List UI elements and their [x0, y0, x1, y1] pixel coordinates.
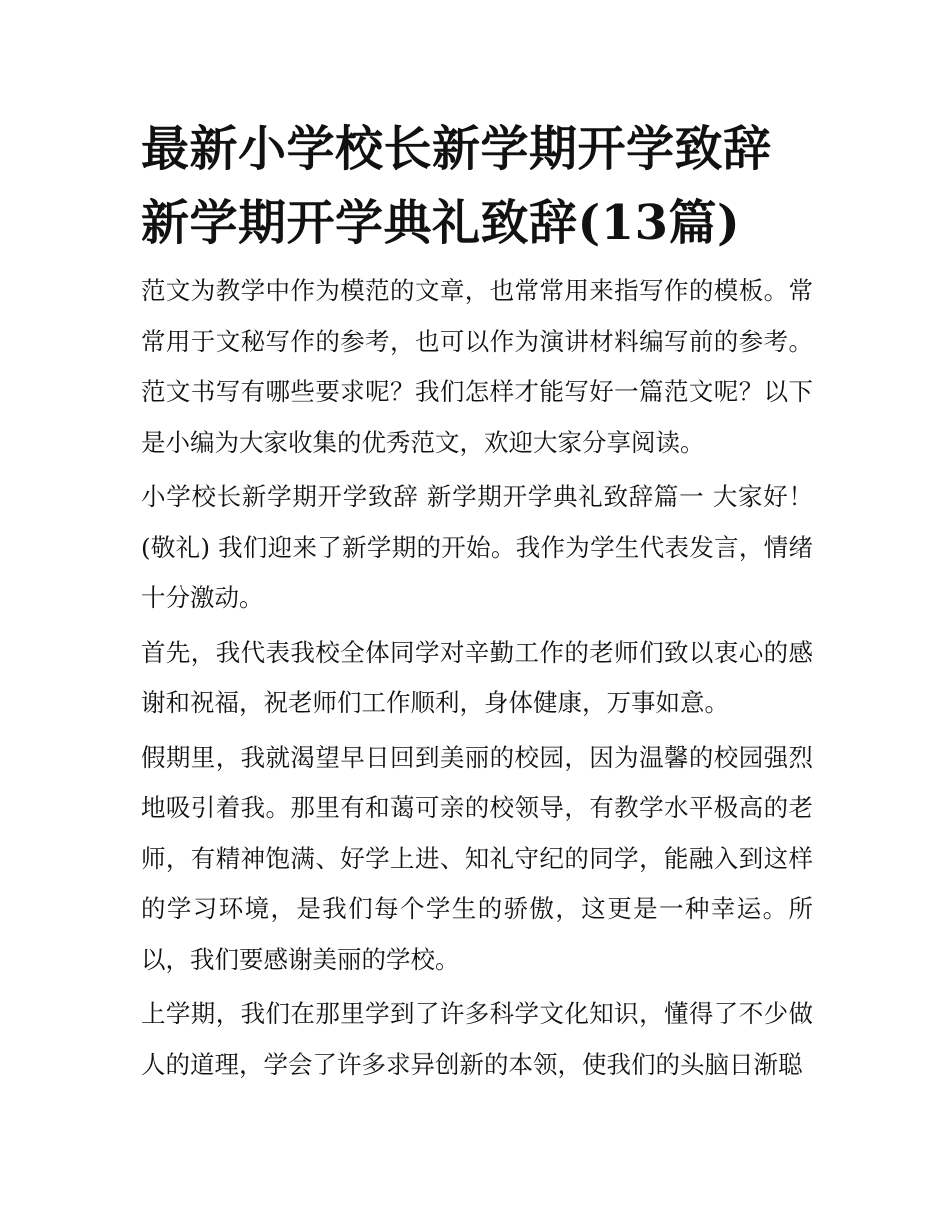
title-line-1: 最新小学校长新学期开学致辞	[141, 121, 772, 177]
thanks-paragraph: 首先，我代表我校全体同学对辛勤工作的老师们致以衷心的感谢和祝福，祝老师们工作顺利，身体健康，万事如意。	[141, 637, 813, 717]
document-title	[141, 112, 813, 260]
document-content	[141, 112, 813, 1090]
holiday-paragraph: 假期里，我就渴望早日回到美丽的校园，因为温馨的校园强烈地吸引着我。那里有和蔼可亲的校领导，有教学水平极高的老师，有精神饱满、好学上进、知礼守纪的同学，能融入到这样的学习环境，是我们每个学生的骄傲，这更是一种幸运。所以，我们要感谢美丽的学校。	[141, 742, 813, 974]
greeting-paragraph: 小学校长新学期开学致辞 新学期开学典礼致辞篇一 大家好！(敬礼) 我们迎来了新学期的开始。我作为学生代表发言，情绪十分激动。	[141, 482, 813, 612]
title-line-2: 新学期开学典礼致辞(13篇)	[141, 195, 741, 251]
intro-paragraph: 范文为教学中作为模范的文章，也常常用来指写作的模板。常常用于文秘写作的参考，也可以作为演讲材料编写前的参考。范文书写有哪些要求呢？我们怎样才能写好一篇范文呢？以下是小编为大家收集的优秀范文，欢迎大家分享阅读。	[141, 276, 813, 457]
last-semester-paragraph: 上学期，我们在那里学到了许多科学文化知识，懂得了不少做人的道理，学会了许多求异创新的本领，使我们的头脑日渐聪	[141, 999, 813, 1079]
